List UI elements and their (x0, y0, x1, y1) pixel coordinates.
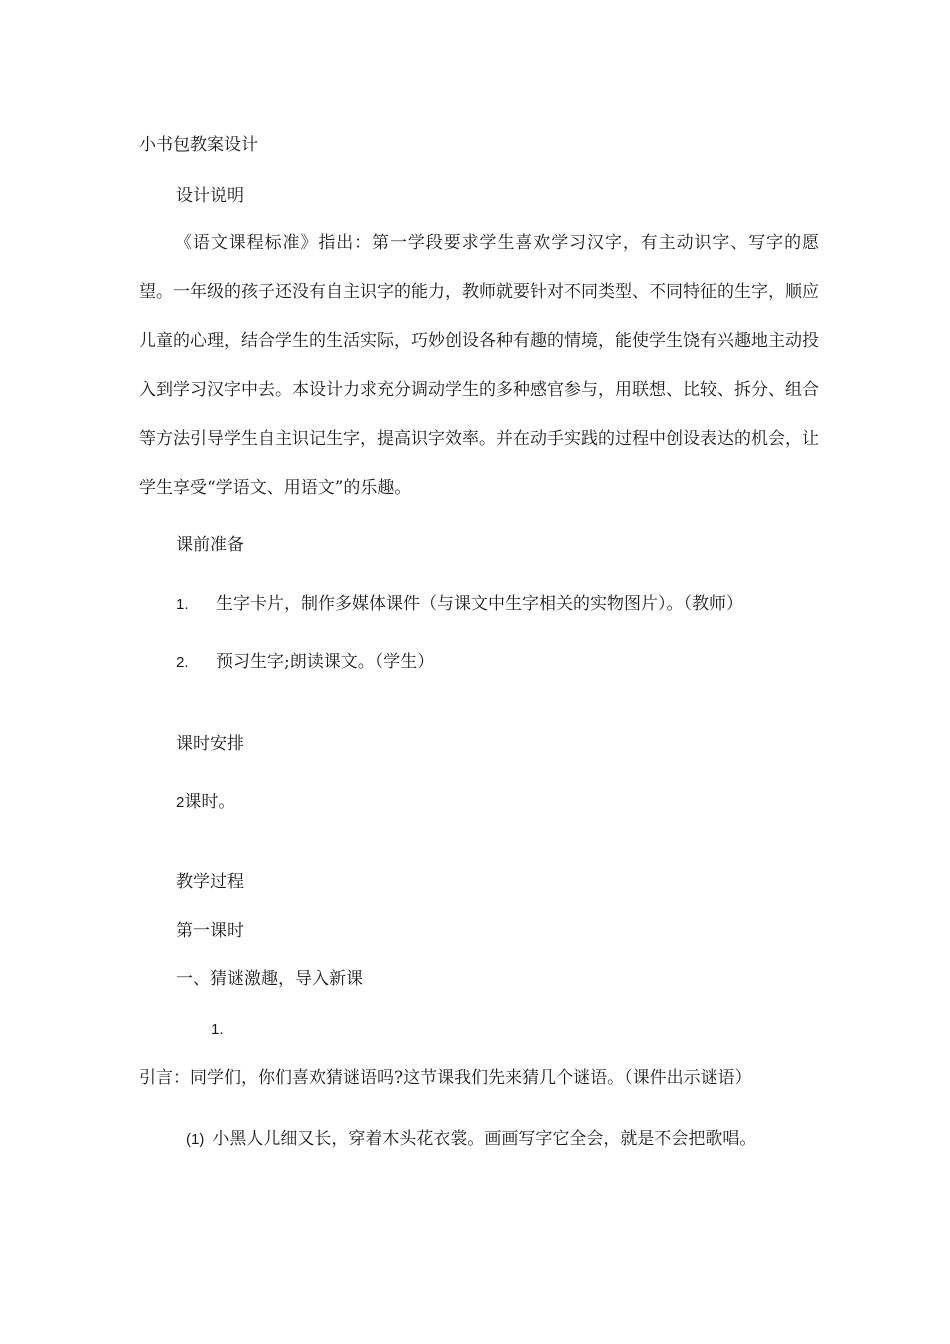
hours-number: 2 (176, 794, 185, 811)
riddle-item (186, 1128, 756, 1151)
design-note-heading: 设计说明 (176, 186, 244, 206)
schedule-heading: 课时安排 (176, 734, 244, 754)
preparation-item-text: 生字卡片，制作多媒体课件（与课文中生字相关的实物图片）。（教师） (216, 594, 743, 614)
list-number: 1. (176, 596, 189, 613)
section-heading: 一、猜谜激趣，导入新课 (176, 969, 363, 989)
preparation-item (176, 651, 434, 674)
schedule-hours (176, 791, 235, 814)
process-item (139, 1005, 819, 1103)
list-number: 2. (176, 654, 189, 671)
document-title: 小书包教案设计 (139, 135, 258, 155)
riddle-number: (1) (186, 1131, 205, 1148)
process-heading: 教学过程 (176, 872, 244, 892)
process-item-text: 引言：同学们，你们喜欢猜谜语吗?这节课我们先来猜几个谜语。（课件出示谜语） (139, 1068, 752, 1088)
preparation-heading: 课前准备 (176, 535, 244, 555)
riddle-text: 小黑人儿细又长，穿着木头花衣裳。画画写字它全会，就是不会把歌唱。 (212, 1129, 757, 1149)
lesson-heading: 第一课时 (176, 921, 244, 941)
design-note-paragraph: 《语文课程标准》指出：第一学段要求学生喜欢学习汉字，有主动识字、写字的愿望。一年级的孩子还没有自主识字的能力，教师就要针对不同类型、不同特征的生字，顺应儿童的心理，结合学生的生活实际，巧妙创设各种有趣的情境，能使学生饶有兴趣地主动投入到学习汉字中去。本设计力求充分调动学生的多种感官参与，用联想、比较、拆分、组合等方法引导学生自主识记生字，提高识字效率。并在动手实践的过程中创设表达的机会，让学生享受“学语文、用语文”的乐趣。 (139, 233, 819, 498)
list-number: 1. (211, 1021, 224, 1038)
preparation-item-text: 预习生字;朗读课文。（学生） (216, 652, 435, 672)
hours-text: 课时。 (184, 792, 236, 812)
preparation-item (176, 593, 743, 616)
